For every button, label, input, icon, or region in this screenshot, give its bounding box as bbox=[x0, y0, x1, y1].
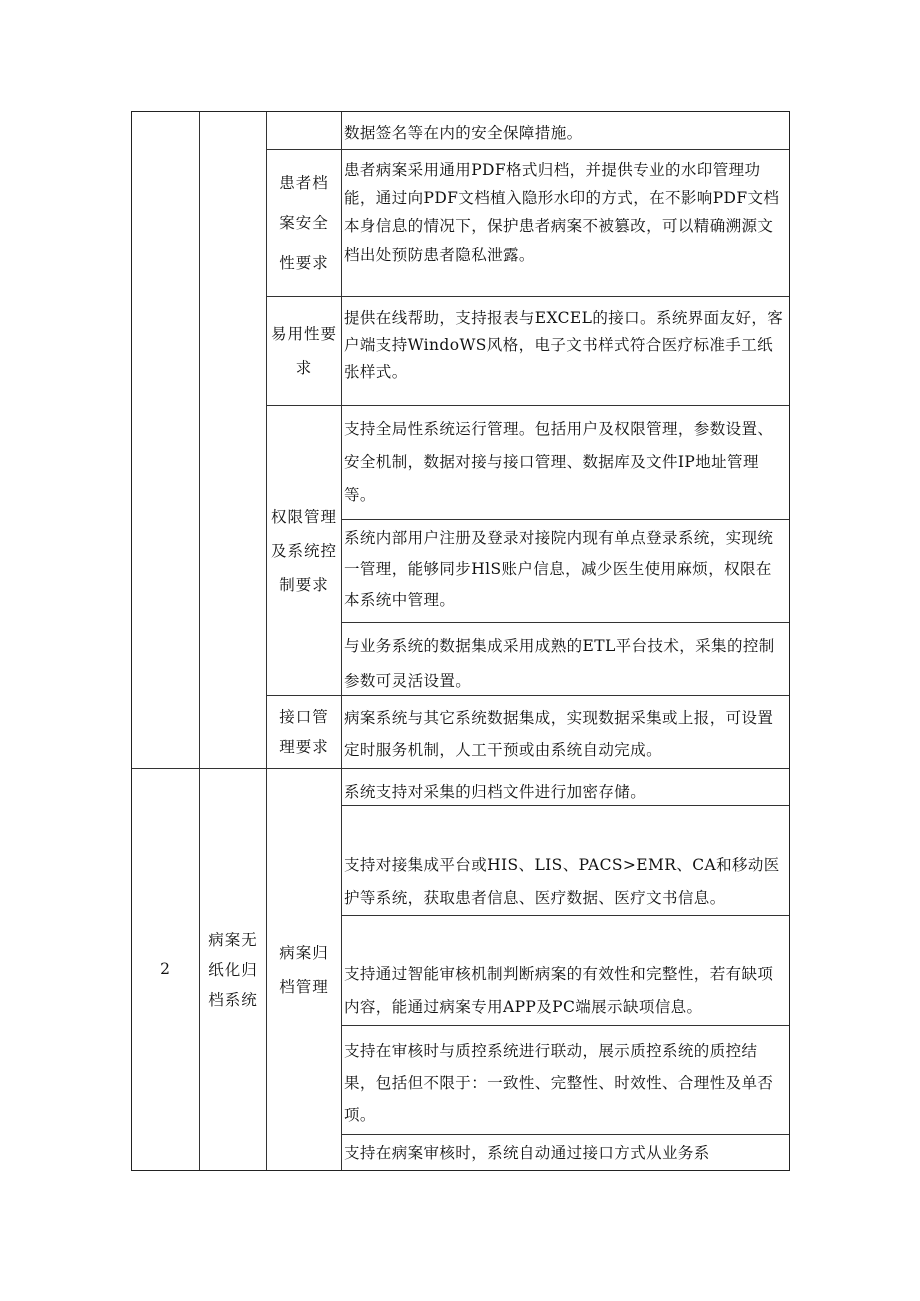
content-user-login: 系统内部用户注册及登录对接院内现有单点登录系统，实现统一管理，能够同步HlS账户信息，减少医生使用麻烦，权限在本系统中管理。 bbox=[344, 529, 774, 609]
req-interface-management: 接口管理要求 bbox=[279, 708, 329, 756]
requirements-table bbox=[131, 111, 790, 1171]
content-signature-measures: 数据签名等在内的安全保障措施。 bbox=[344, 124, 583, 142]
content-smart-audit: 支持通过智能审核机制判断病案的有效性和完整性，若有缺项内容，能通过病案专用APP及PC端展示缺项信息。 bbox=[344, 965, 774, 1016]
row-number: 2 bbox=[160, 960, 171, 978]
content-global-management: 支持全局性系统运行管理。包括用户及权限管理，参数设置、安全机制，数据对接与接口管理、数据库及文件IP地址管理等。 bbox=[344, 420, 774, 504]
content-etl-integration: 与业务系统的数据集成采用成熟的ETL平台技术，采集的控制参数可灵活设置。 bbox=[344, 637, 775, 690]
content-patient-archive-security: 患者病案采用通用PDF格式归档，并提供专业的水印管理功能，通过向PDF文档植入隐形水印的方式，在不影响PDF文档本身信息的情况下，保护患者病案不被篡改，可以精确溯源文档出处预防患者隐私泄露。 bbox=[344, 161, 780, 264]
module-name: 病案归档管理 bbox=[279, 943, 329, 996]
content-usability: 提供在线帮助，支持报表与EXCEL的接口。系统界面友好，客户端支持WindoWS风格，电子文书样式符合医疗标准手工纸张样式。 bbox=[344, 309, 784, 381]
content-integration-platform: 支持对接集成平台或HIS、LIS、PACS>EMR、CA和移动医护等系统，获取患者信息、医疗数据、医疗文书信息。 bbox=[344, 856, 780, 907]
system-name: 病案无纸化归档系统 bbox=[208, 930, 258, 1009]
req-permission-control: 权限管理及系统控制要求 bbox=[270, 507, 337, 594]
content-interface-management: 病案系统与其它系统数据集成，实现数据采集或上报，可设置定时服务机制，人工干预或由系统自动完成。 bbox=[344, 709, 774, 759]
req-usability: 易用性要求 bbox=[270, 325, 337, 377]
content-qc-linkage: 支持在审核时与质控系统进行联动，展示质控系统的质控结果，包括但不限于：一致性、完整性、时效性、合理性及单否项。 bbox=[344, 1042, 774, 1124]
content-encrypted-storage: 系统支持对采集的归档文件进行加密存储。 bbox=[344, 783, 647, 801]
content-auto-interface: 支持在病案审核时，系统自动通过接口方式从业务系 bbox=[344, 1144, 710, 1162]
req-patient-archive-security: 患者档案安全性要求 bbox=[279, 174, 329, 272]
